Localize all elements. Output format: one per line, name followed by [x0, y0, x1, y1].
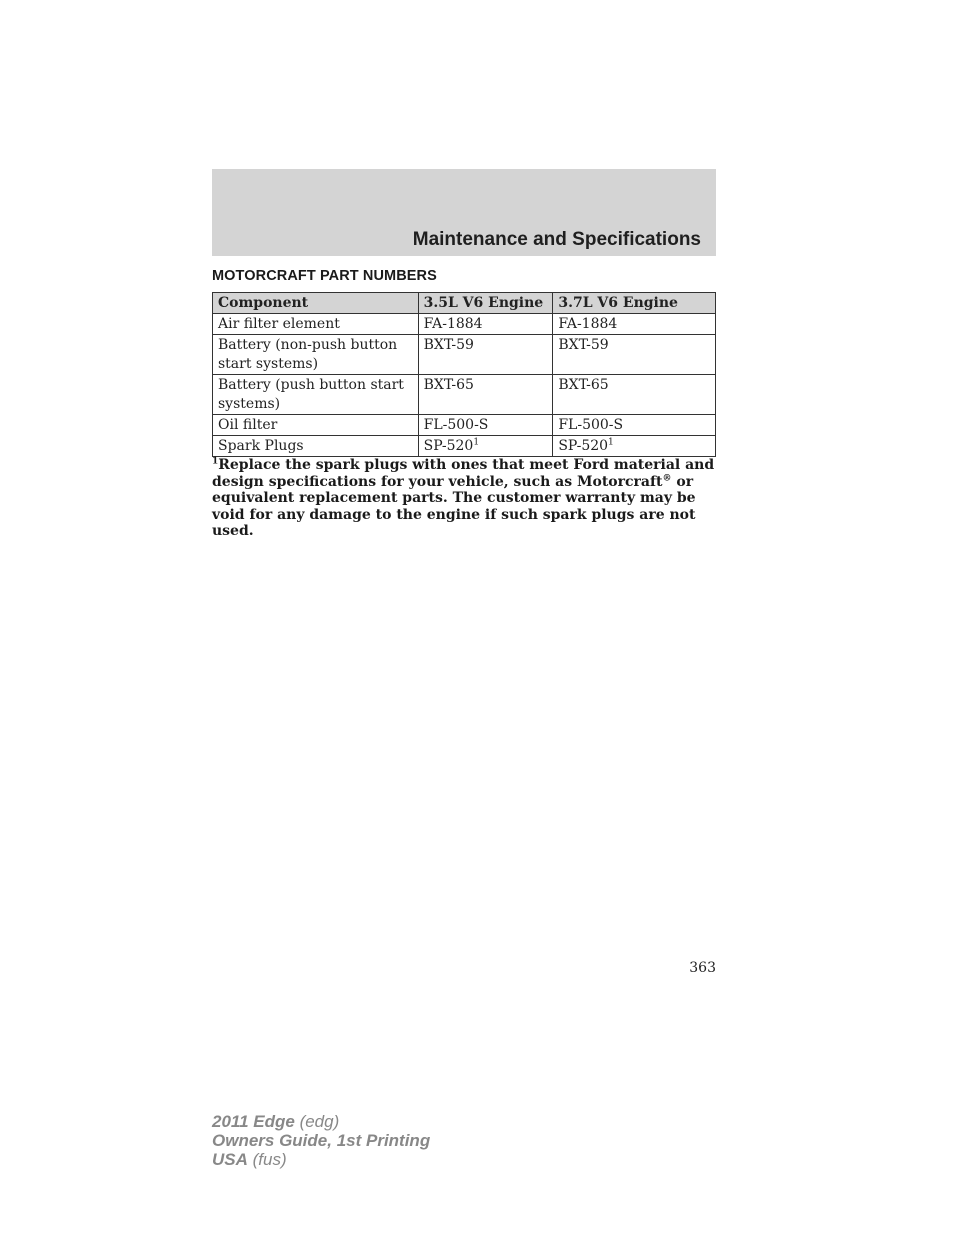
footer-guide: Owners Guide, 1st Printing: [212, 1131, 431, 1150]
column-header-component: Component: [213, 293, 419, 314]
cell-35l-part: FL-500-S: [418, 415, 553, 436]
part-number: SP-520: [558, 438, 609, 454]
part-number: SP-520: [423, 438, 474, 454]
column-header-37l-engine: 3.7L V6 Engine: [553, 293, 716, 314]
section-header-band: [212, 169, 716, 256]
registered-trademark-mark: ®: [662, 472, 672, 483]
footer-line-guide: [212, 1131, 430, 1150]
cell-37l-part: [553, 436, 716, 457]
table-row: [213, 375, 716, 415]
footer-market-code: (fus): [247, 1150, 287, 1169]
cell-35l-part: BXT-65: [418, 375, 553, 415]
footnote-marker: 1: [212, 456, 219, 467]
footnote-text-continued: or equivalent replacement parts. The customer warranty may be void for any damage to the engine if such spark plugs are not used.: [212, 473, 696, 540]
page-heading: MOTORCRAFT PART NUMBERS: [212, 268, 437, 284]
cell-35l-part: BXT-59: [418, 335, 553, 375]
table-row: [213, 335, 716, 375]
print-footer: [212, 1112, 430, 1169]
part-numbers-table: [212, 292, 716, 457]
table-row: [213, 415, 716, 436]
cell-37l-part: BXT-65: [553, 375, 716, 415]
cell-37l-part: BXT-59: [553, 335, 716, 375]
section-title: Maintenance and Specifications: [412, 229, 701, 250]
cell-37l-part: FA-1884: [553, 314, 716, 335]
table-row: [213, 436, 716, 457]
table-header-row: [213, 293, 716, 314]
cell-35l-part: [418, 436, 553, 457]
cell-37l-part: FL-500-S: [553, 415, 716, 436]
footer-market: USA: [212, 1150, 248, 1169]
footnote-text: Replace the spark plugs with ones that meet Ford material and design specifications for your vehicle, such as Motorcraft: [212, 457, 715, 490]
footnote-marker: 1: [608, 437, 614, 448]
footer-model: 2011 Edge: [212, 1112, 295, 1131]
cell-component: Battery (push button start systems): [213, 375, 419, 415]
column-header-35l-engine: 3.5L V6 Engine: [418, 293, 553, 314]
table-row: [213, 314, 716, 335]
cell-component: Oil filter: [213, 415, 419, 436]
page-number: 363: [689, 960, 716, 976]
footer-line-model: [212, 1112, 430, 1131]
footer-line-market: [212, 1150, 430, 1169]
footnote-marker: 1: [473, 437, 480, 448]
cell-component: Spark Plugs: [213, 436, 419, 457]
cell-component: Air filter element: [213, 314, 419, 335]
footnote: [212, 457, 716, 540]
footer-model-code: (edg): [294, 1112, 340, 1131]
cell-component: Battery (non-push button start systems): [213, 335, 419, 375]
cell-35l-part: FA-1884: [418, 314, 553, 335]
